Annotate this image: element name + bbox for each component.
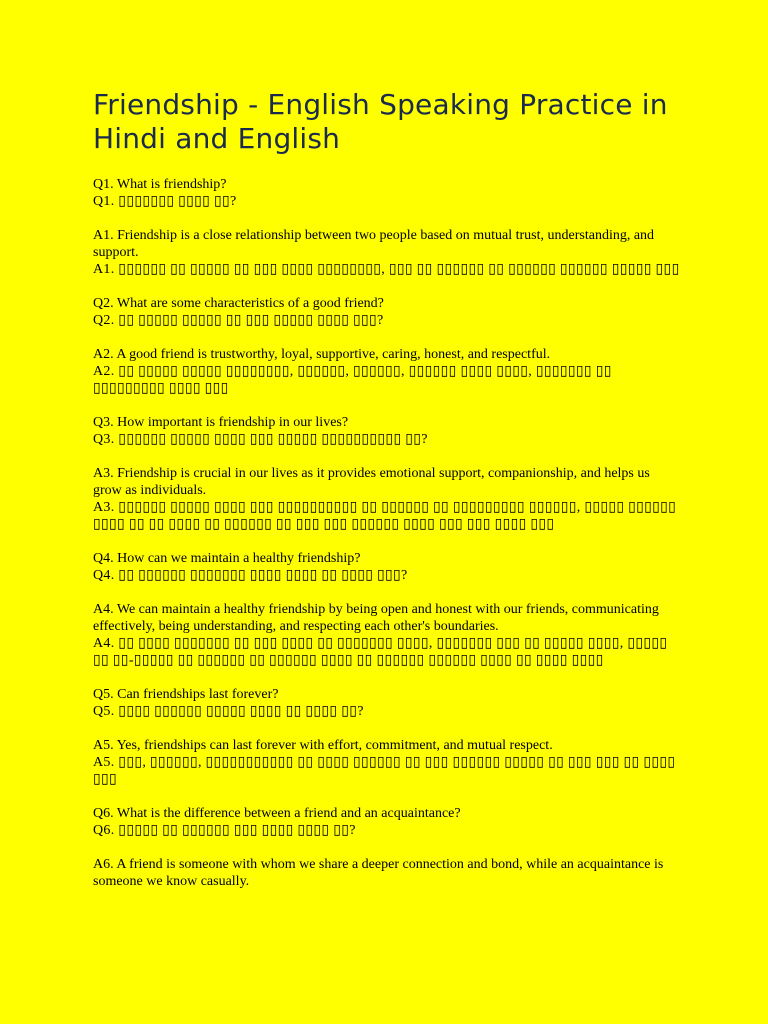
hindi-text: Q4. ▯▯ ▯▯▯▯▯▯ ▯▯▯▯▯▯▯ ▯▯▯▯ ▯▯▯▯ ▯▯ ▯▯▯▯ ▯▯▯? (93, 568, 408, 583)
hindi-text: Q3. ▯▯▯▯▯▯ ▯▯▯▯▯ ▯▯▯▯ ▯▯▯ ▯▯▯▯▯ ▯▯▯▯▯▯▯▯▯▯ ▯▯? (93, 432, 428, 447)
answer-block (93, 227, 680, 278)
english-text: Q2. What are some characteristics of a good friend? (93, 296, 384, 311)
hindi-text: A2. ▯▯ ▯▯▯▯▯ ▯▯▯▯▯ ▯▯▯▯▯▯▯▯, ▯▯▯▯▯▯, ▯▯▯▯▯▯, ▯▯▯▯▯▯ ▯▯▯▯ ▯▯▯▯, ▯▯▯▯▯▯▯ ▯▯ ▯▯▯▯▯▯▯▯▯ ▯▯▯▯ ▯▯▯ (93, 364, 612, 396)
hindi-text: Q1. ▯▯▯▯▯▯▯ ▯▯▯▯ ▯▯? (93, 194, 237, 209)
english-text: A6. A friend is someone with whom we share a deeper connection and bond, while an acquaintance is someone we know casually. (93, 857, 664, 889)
hindi-text: A1. ▯▯▯▯▯▯ ▯▯ ▯▯▯▯▯ ▯▯ ▯▯▯ ▯▯▯▯ ▯▯▯▯▯▯▯▯, ▯▯▯ ▯▯ ▯▯▯▯▯▯ ▯▯ ▯▯▯▯▯▯ ▯▯▯▯▯▯ ▯▯▯▯▯ ▯▯▯ (93, 262, 680, 277)
hindi-text: A4. ▯▯ ▯▯▯▯ ▯▯▯▯▯▯▯ ▯▯ ▯▯▯ ▯▯▯▯ ▯▯ ▯▯▯▯▯▯▯ ▯▯▯▯, ▯▯▯▯▯▯▯ ▯▯▯ ▯▯ ▯▯▯▯▯ ▯▯▯▯, ▯▯▯▯▯ ▯▯ ▯▯-▯▯▯▯▯ ▯▯ ▯▯▯▯▯▯ ▯▯ ▯▯▯▯▯▯ ▯▯▯▯ ▯▯ ▯▯▯▯▯▯ ▯▯▯▯▯▯ ▯▯▯▯ ▯▯ ▯▯▯▯ ▯▯▯▯ (93, 636, 668, 668)
hindi-text: Q2. ▯▯ ▯▯▯▯▯ ▯▯▯▯▯ ▯▯ ▯▯▯ ▯▯▯▯▯ ▯▯▯▯ ▯▯▯? (93, 313, 384, 328)
english-text: Q5. Can friendships last forever? (93, 687, 279, 702)
english-text: Q3. How important is friendship in our lives? (93, 415, 349, 430)
question-block (93, 686, 680, 720)
question-block (93, 295, 680, 329)
question-block (93, 550, 680, 584)
hindi-text: Q6. ▯▯▯▯▯ ▯▯ ▯▯▯▯▯▯ ▯▯▯ ▯▯▯▯ ▯▯▯▯ ▯▯? (93, 823, 356, 838)
answer-block (93, 465, 680, 533)
english-text: Q6. What is the difference between a friend and an acquaintance? (93, 806, 461, 821)
english-text: A1. Friendship is a close relationship between two people based on mutual trust, understanding, and support. (93, 228, 655, 260)
english-text: Q4. How can we maintain a healthy friendship? (93, 551, 361, 566)
answer-block (93, 737, 680, 788)
answer-block (93, 601, 680, 669)
english-text: A4. We can maintain a healthy friendship by being open and honest with our friends, communicating effectively, being understanding, and respecting each other's boundaries. (93, 602, 659, 634)
english-text: A3. Friendship is crucial in our lives as it provides emotional support, companionship, and helps us grow as individuals. (93, 466, 650, 498)
english-text: A5. Yes, friendships can last forever with effort, commitment, and mutual respect. (93, 738, 553, 753)
english-text: Q1. What is friendship? (93, 177, 227, 192)
english-text: A2. A good friend is trustworthy, loyal, supportive, caring, honest, and respectful. (93, 347, 551, 362)
hindi-text: A3. ▯▯▯▯▯▯ ▯▯▯▯▯ ▯▯▯▯ ▯▯▯ ▯▯▯▯▯▯▯▯▯▯ ▯▯ ▯▯▯▯▯▯ ▯▯ ▯▯▯▯▯▯▯▯▯ ▯▯▯▯▯▯, ▯▯▯▯▯ ▯▯▯▯▯▯ ▯▯▯▯ ▯▯ ▯▯ ▯▯▯▯ ▯▯ ▯▯▯▯▯▯ ▯▯ ▯▯▯ ▯▯▯ ▯▯▯▯▯▯ ▯▯▯▯ ▯▯▯ ▯▯▯ ▯▯▯▯ ▯▯▯ (93, 500, 677, 532)
question-block (93, 176, 680, 210)
answer-block (93, 346, 680, 397)
hindi-text: A5. ▯▯▯, ▯▯▯▯▯▯, ▯▯▯▯▯▯▯▯▯▯▯ ▯▯ ▯▯▯▯ ▯▯▯▯▯▯ ▯▯ ▯▯▯ ▯▯▯▯▯▯ ▯▯▯▯▯ ▯▯ ▯▯▯ ▯▯▯ ▯▯ ▯▯▯▯ ▯▯▯ (93, 755, 676, 787)
question-block (93, 414, 680, 448)
document-title: Friendship - English Speaking Practice in Hindi and English (93, 88, 668, 155)
qa-list (93, 176, 680, 890)
hindi-text: Q5. ▯▯▯▯ ▯▯▯▯▯▯ ▯▯▯▯▯ ▯▯▯▯ ▯▯ ▯▯▯▯ ▯▯? (93, 704, 364, 719)
question-block (93, 805, 680, 839)
answer-block (93, 856, 680, 890)
